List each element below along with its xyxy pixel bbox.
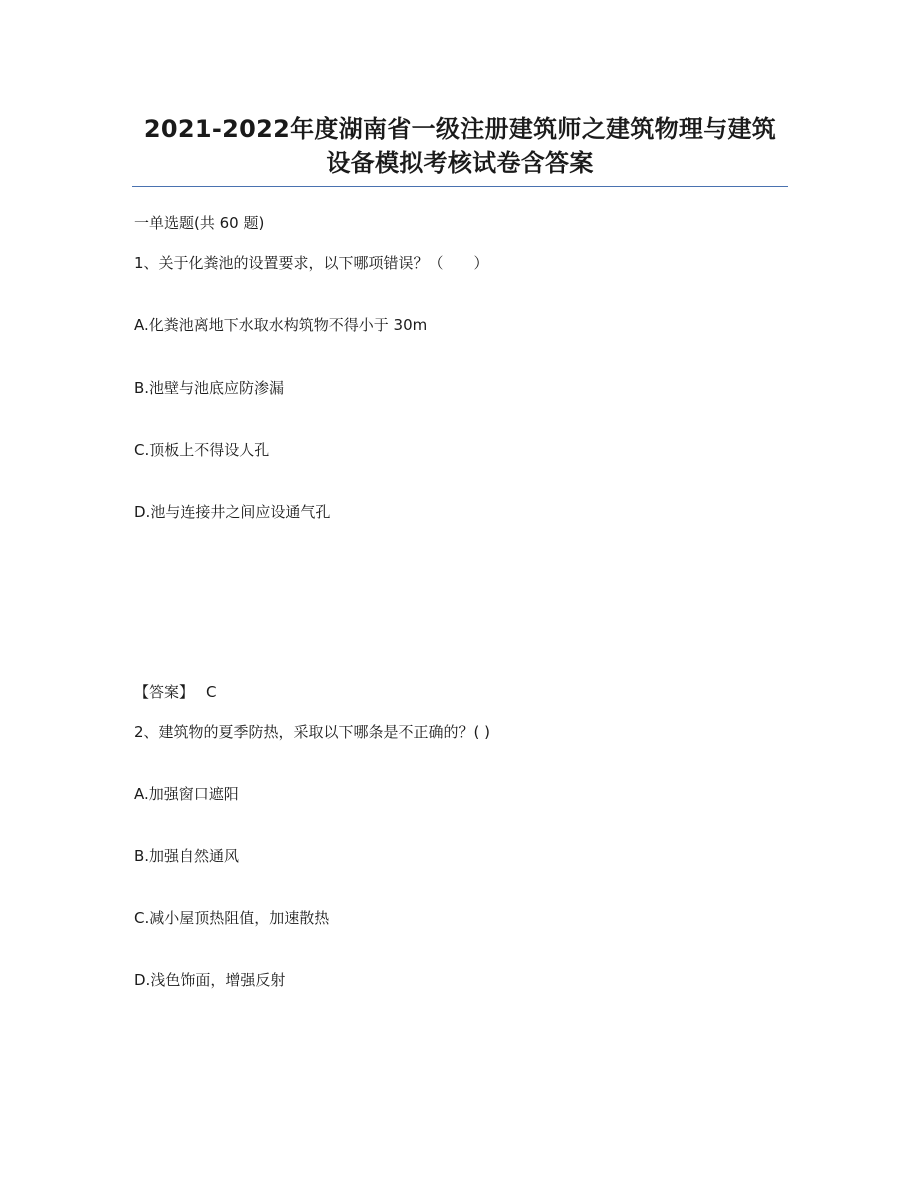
document-title: 2021-2022年度湖南省一级注册建筑师之建筑物理与建筑设备模拟考核试卷含答案 — [143, 115, 777, 177]
question-1-option-c: C.顶板上不得设人孔 — [134, 441, 270, 459]
question-1-answer — [134, 682, 217, 702]
question-1-option-d: D.池与连接井之间应设通气孔 — [134, 503, 331, 521]
title-divider — [132, 186, 788, 187]
question-2-option-d: D.浅色饰面，增强反射 — [134, 971, 286, 989]
question-1-option-a: A.化粪池离地下水取水构筑物不得小于 30m — [134, 316, 428, 334]
question-2-stem: 2、建筑物的夏季防热，采取以下哪条是不正确的？( ) — [134, 723, 491, 741]
answer-value: C — [206, 683, 217, 701]
question-2-option-c: C.减小屋顶热阻值，加速散热 — [134, 909, 330, 927]
question-1-option-b: B.池壁与池底应防渗漏 — [134, 379, 285, 397]
question-1-stem: 1、关于化粪池的设置要求，以下哪项错误？（ ） — [134, 254, 489, 272]
question-2-option-a: A.加强窗口遮阳 — [134, 785, 239, 803]
section-header: 一单选题(共 60 题) — [134, 214, 265, 232]
question-2-option-b: B.加强自然通风 — [134, 847, 240, 865]
answer-label: 【答案】 — [134, 683, 195, 701]
